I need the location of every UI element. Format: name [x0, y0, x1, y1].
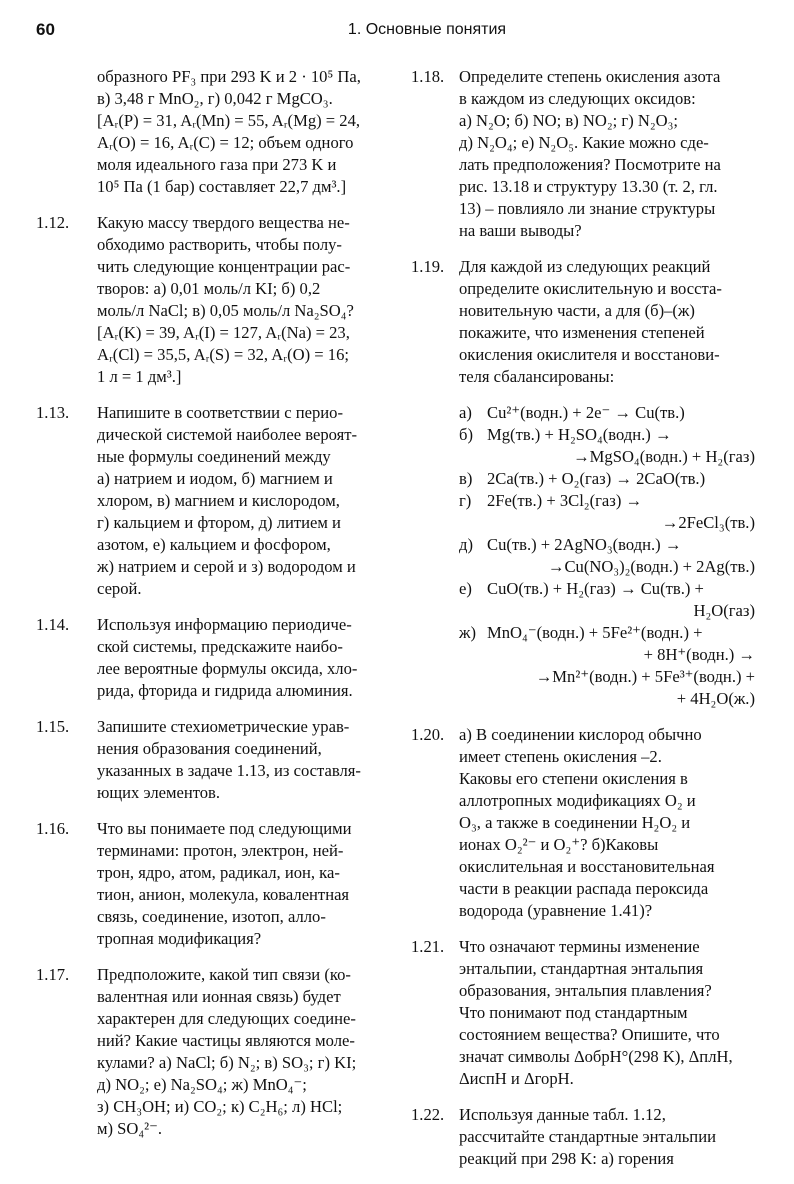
text-line: рис. 13.18 и структуру 13.30 (т. 2, гл.	[459, 177, 718, 196]
text-line: имеет степень окисления –2.	[459, 747, 662, 766]
problem-1-19	[411, 256, 761, 710]
problem-number: 1.22.	[411, 1105, 445, 1124]
right-column	[411, 66, 761, 1184]
problem-number: 1.14.	[36, 615, 70, 634]
text-line: Для каждой из следующих реакций	[459, 257, 711, 276]
text-line: з) CH₃OH; и) CO₂; к) C₂H₆; л) HCl;	[97, 1097, 343, 1116]
text-line: аллотропных модификациях O₂ и	[459, 791, 696, 810]
reaction-g	[459, 622, 761, 710]
text-line: ные формулы соединений между	[97, 447, 331, 466]
text-line: г) кальцием и фтором, д) литием и	[97, 513, 341, 532]
equation-line: Cu²⁺(водн.) + 2e⁻ → Cu(тв.)	[487, 403, 685, 422]
problem-text	[97, 818, 376, 950]
equation-line: →MgSO₄(водн.) + H₂(газ)	[573, 447, 755, 466]
text-line: 13) – повлияло ли знание структуры	[459, 199, 716, 218]
text-line: Что означают термины изменение	[459, 937, 700, 956]
text-line: терминами: протон, электрон, ней-	[97, 841, 344, 860]
text-line: чить следующие концентрации рас-	[97, 257, 351, 276]
text-line: Aᵣ(O) = 16, Aᵣ(C) = 12; объем одного	[97, 133, 354, 152]
problem-text	[97, 402, 376, 600]
text-line: нения образования соединений,	[97, 739, 322, 758]
text-line: теля сбалансированы:	[459, 367, 615, 386]
text-line: творов: а) 0,01 моль/л KI; б) 0,2	[97, 279, 321, 298]
text-line: окисления окислителя и восстанови-	[459, 345, 720, 364]
problem-number: 1.17.	[36, 965, 70, 984]
text-line: O₃, а также в соединении H₂O₂ и	[459, 813, 691, 832]
problem-text	[97, 716, 376, 804]
text-line: образования, энтальпия плавления?	[459, 981, 712, 1000]
text-line: лать предположения? Посмотрите на	[459, 155, 721, 174]
text-line: ской системы, предскажите наибо-	[97, 637, 343, 656]
text-line: [Aᵣ(P) = 31, Aᵣ(Mn) = 55, Aᵣ(Mg) = 24,	[97, 111, 361, 130]
problem-text	[459, 936, 761, 1090]
reaction-list	[459, 402, 761, 710]
reaction-label: а)	[459, 403, 472, 422]
text-line: моля идеального газа при 273 K и	[97, 155, 337, 174]
text-line: а) N₂O; б) NO; в) NO₂; г) N₂O₃;	[459, 111, 679, 130]
equation-line: →Mn²⁺(водн.) + 5Fe³⁺(водн.) +	[535, 667, 755, 686]
text-line: в) 3,48 г MnO₂, г) 0,042 г MgCO₃.	[97, 89, 333, 108]
problem-1-18	[411, 66, 761, 242]
equation-line: →2FeCl₃(тв.)	[661, 513, 755, 532]
problem-1-16	[36, 818, 376, 950]
text-line: покажите, что изменения степеней	[459, 323, 705, 342]
problem-number: 1.12.	[36, 213, 70, 232]
text-line: в каждом из следующих оксидов:	[459, 89, 696, 108]
text-line: ющих элементов.	[97, 783, 221, 802]
text-line: хлором, в) магнием и кислородом,	[97, 491, 340, 510]
equation-line: 2Ca(тв.) + O₂(газ) → 2CaO(тв.)	[487, 469, 706, 488]
page-number: 60	[36, 20, 55, 39]
text-line: а) В соединении кислород обычно	[459, 725, 702, 744]
text-line: связь, соединение, изотоп, алло-	[97, 907, 326, 926]
text-line: Aᵣ(Cl) = 35,5, Aᵣ(S) = 32, Aᵣ(O) = 16;	[97, 345, 349, 364]
text-line: м) SO₄²⁻.	[97, 1119, 163, 1138]
text-line: Определите степень окисления азота	[459, 67, 721, 86]
reaction-label: г)	[459, 491, 472, 510]
text-line: части в реакции распада пероксида	[459, 879, 709, 898]
text-line: д) NO₂; е) Na₂SO₄; ж) MnO₄⁻;	[97, 1075, 307, 1094]
text-line: ионах O₂²⁻ и O₂⁺? б)Каковы	[459, 835, 659, 854]
equation-line: H₂O(газ)	[693, 601, 755, 620]
text-line: Используя информацию периодиче-	[97, 615, 352, 634]
problem-continuation	[36, 66, 376, 198]
reaction-label: д)	[459, 535, 473, 554]
problem-number: 1.21.	[411, 937, 445, 956]
text-line: на ваши выводы?	[459, 221, 582, 240]
text-line: энтальпии, стандартная энтальпия	[459, 959, 704, 978]
problem-1-21	[411, 936, 761, 1090]
equation-line: 2Fe(тв.) + 3Cl₂(газ) →	[487, 491, 643, 510]
text-line: ний? Какие частицы являются моле-	[97, 1031, 355, 1050]
text-line: моль/л NaCl; в) 0,05 моль/л Na₂SO₄?	[97, 301, 354, 320]
problem-number: 1.13.	[36, 403, 70, 422]
text-line: новительную части, а для (б)–(ж)	[459, 301, 695, 320]
chapter-title: 1. Основные понятия	[347, 21, 507, 38]
reaction-label: е)	[459, 579, 472, 598]
problem-number: 1.15.	[36, 717, 70, 736]
reaction-e	[459, 534, 761, 578]
text-line: значат символы ΔобрH°(298 K), ΔплH,	[459, 1047, 733, 1066]
problem-text	[459, 66, 761, 242]
reaction-c	[459, 468, 761, 490]
reaction-label: ж)	[459, 623, 476, 642]
text-line: 10⁵ Па (1 бар) составляет 22,7 дм³.]	[97, 177, 347, 196]
text-line: Что вы понимаете под следующими	[97, 819, 352, 838]
text-line: трон, ядро, атом, радикал, ион, ка-	[97, 863, 340, 882]
text-line: определите окислительную и восста-	[459, 279, 722, 298]
page-header	[0, 0, 794, 60]
text-line: тион, анион, молекула, ковалентная	[97, 885, 350, 904]
text-line: реакций при 298 K: а) горения	[459, 1149, 674, 1168]
text-line: Напишите в соответствии с перио-	[97, 403, 343, 422]
problem-1-14	[36, 614, 376, 702]
problem-1-20	[411, 724, 761, 922]
problem-number: 1.16.	[36, 819, 70, 838]
reaction-b	[459, 424, 761, 468]
text-line: состоянием вещества? Опишите, что	[459, 1025, 720, 1044]
text-line: д) N₂O₄; е) N₂O₅. Какие можно сде-	[459, 133, 709, 152]
text-line: окислительная и восстановительная	[459, 857, 715, 876]
text-line: валентная или ионная связь) будет	[97, 987, 341, 1006]
text-line: ΔиспH и ΔгорH.	[459, 1069, 574, 1088]
problem-text	[459, 724, 761, 922]
text-line: обходимо растворить, чтобы полу-	[97, 235, 342, 254]
problem-text	[97, 964, 376, 1140]
equation-line: Cu(тв.) + 2AgNO₃(водн.) →	[487, 535, 682, 554]
reaction-label: б)	[459, 425, 473, 444]
reaction-d	[459, 490, 761, 534]
text-line: Запишите стехиометрические урав-	[97, 717, 350, 736]
text-line: кулами? а) NaCl; б) N₂; в) SO₃; г) KI;	[97, 1053, 357, 1072]
text-line: [Aᵣ(K) = 39, Aᵣ(I) = 127, Aᵣ(Na) = 23,	[97, 323, 350, 342]
text-line: указанных в задаче 1.13, из составля-	[97, 761, 361, 780]
problem-1-13	[36, 402, 376, 600]
text-line: тропная модификация?	[97, 929, 262, 948]
text-line: рида, фторида и гидрида алюминия.	[97, 681, 353, 700]
problem-text	[459, 256, 761, 388]
equation-line: Mg(тв.) + H₂SO₄(водн.) →	[487, 425, 672, 444]
problem-number: 1.19.	[411, 257, 445, 276]
problem-1-15	[36, 716, 376, 804]
text-line: водорода (уравнение 1.41)?	[459, 901, 653, 920]
text-line: ж) натрием и серой и з) водородом и	[97, 557, 356, 576]
equation-line: + 4H₂O(ж.)	[676, 689, 755, 708]
text-line: азотом, е) кальцием и фосфором,	[97, 535, 331, 554]
problem-text	[459, 1104, 761, 1170]
problem-1-12	[36, 212, 376, 388]
problem-number: 1.18.	[411, 67, 445, 86]
text-line: характерен для следующих соедине-	[97, 1009, 356, 1028]
text-line: Какую массу твердого вещества не-	[97, 213, 350, 232]
reaction-f	[459, 578, 761, 622]
equation-line: CuO(тв.) + H₂(газ) → Cu(тв.) +	[487, 579, 704, 598]
text-line: Что понимают под стандартным	[459, 1003, 688, 1022]
text-line: а) натрием и иодом, б) магнием и	[97, 469, 333, 488]
problem-1-17	[36, 964, 376, 1140]
problem-number: 1.20.	[411, 725, 445, 744]
text-line: рассчитайте стандартные энтальпии	[459, 1127, 716, 1146]
reaction-label: в)	[459, 469, 473, 488]
equation-line: MnO₄⁻(водн.) + 5Fe²⁺(водн.) +	[487, 623, 703, 642]
reaction-a	[459, 402, 761, 424]
text-line: образного PF₃ при 293 K и 2 · 10⁵ Па,	[97, 67, 361, 86]
problem-text	[97, 614, 376, 702]
equation-line: + 8H⁺(водн.) →	[643, 645, 755, 664]
text-line: Предположите, какой тип связи (ко-	[97, 965, 351, 984]
text-line: Используя данные табл. 1.12,	[459, 1105, 666, 1124]
text-line: серой.	[97, 579, 142, 598]
problem-text	[97, 66, 376, 198]
equation-line: →Cu(NO₃)₂(водн.) + 2Ag(тв.)	[547, 557, 755, 576]
text-line: 1 л = 1 дм³.]	[97, 367, 182, 386]
problem-1-22	[411, 1104, 761, 1170]
problem-text	[97, 212, 376, 388]
text-line: дической системой наиболее вероят-	[97, 425, 358, 444]
text-line: лее вероятные формулы оксида, хло-	[97, 659, 358, 678]
left-column	[36, 66, 376, 1154]
text-line: Каковы его степени окисления в	[459, 769, 688, 788]
